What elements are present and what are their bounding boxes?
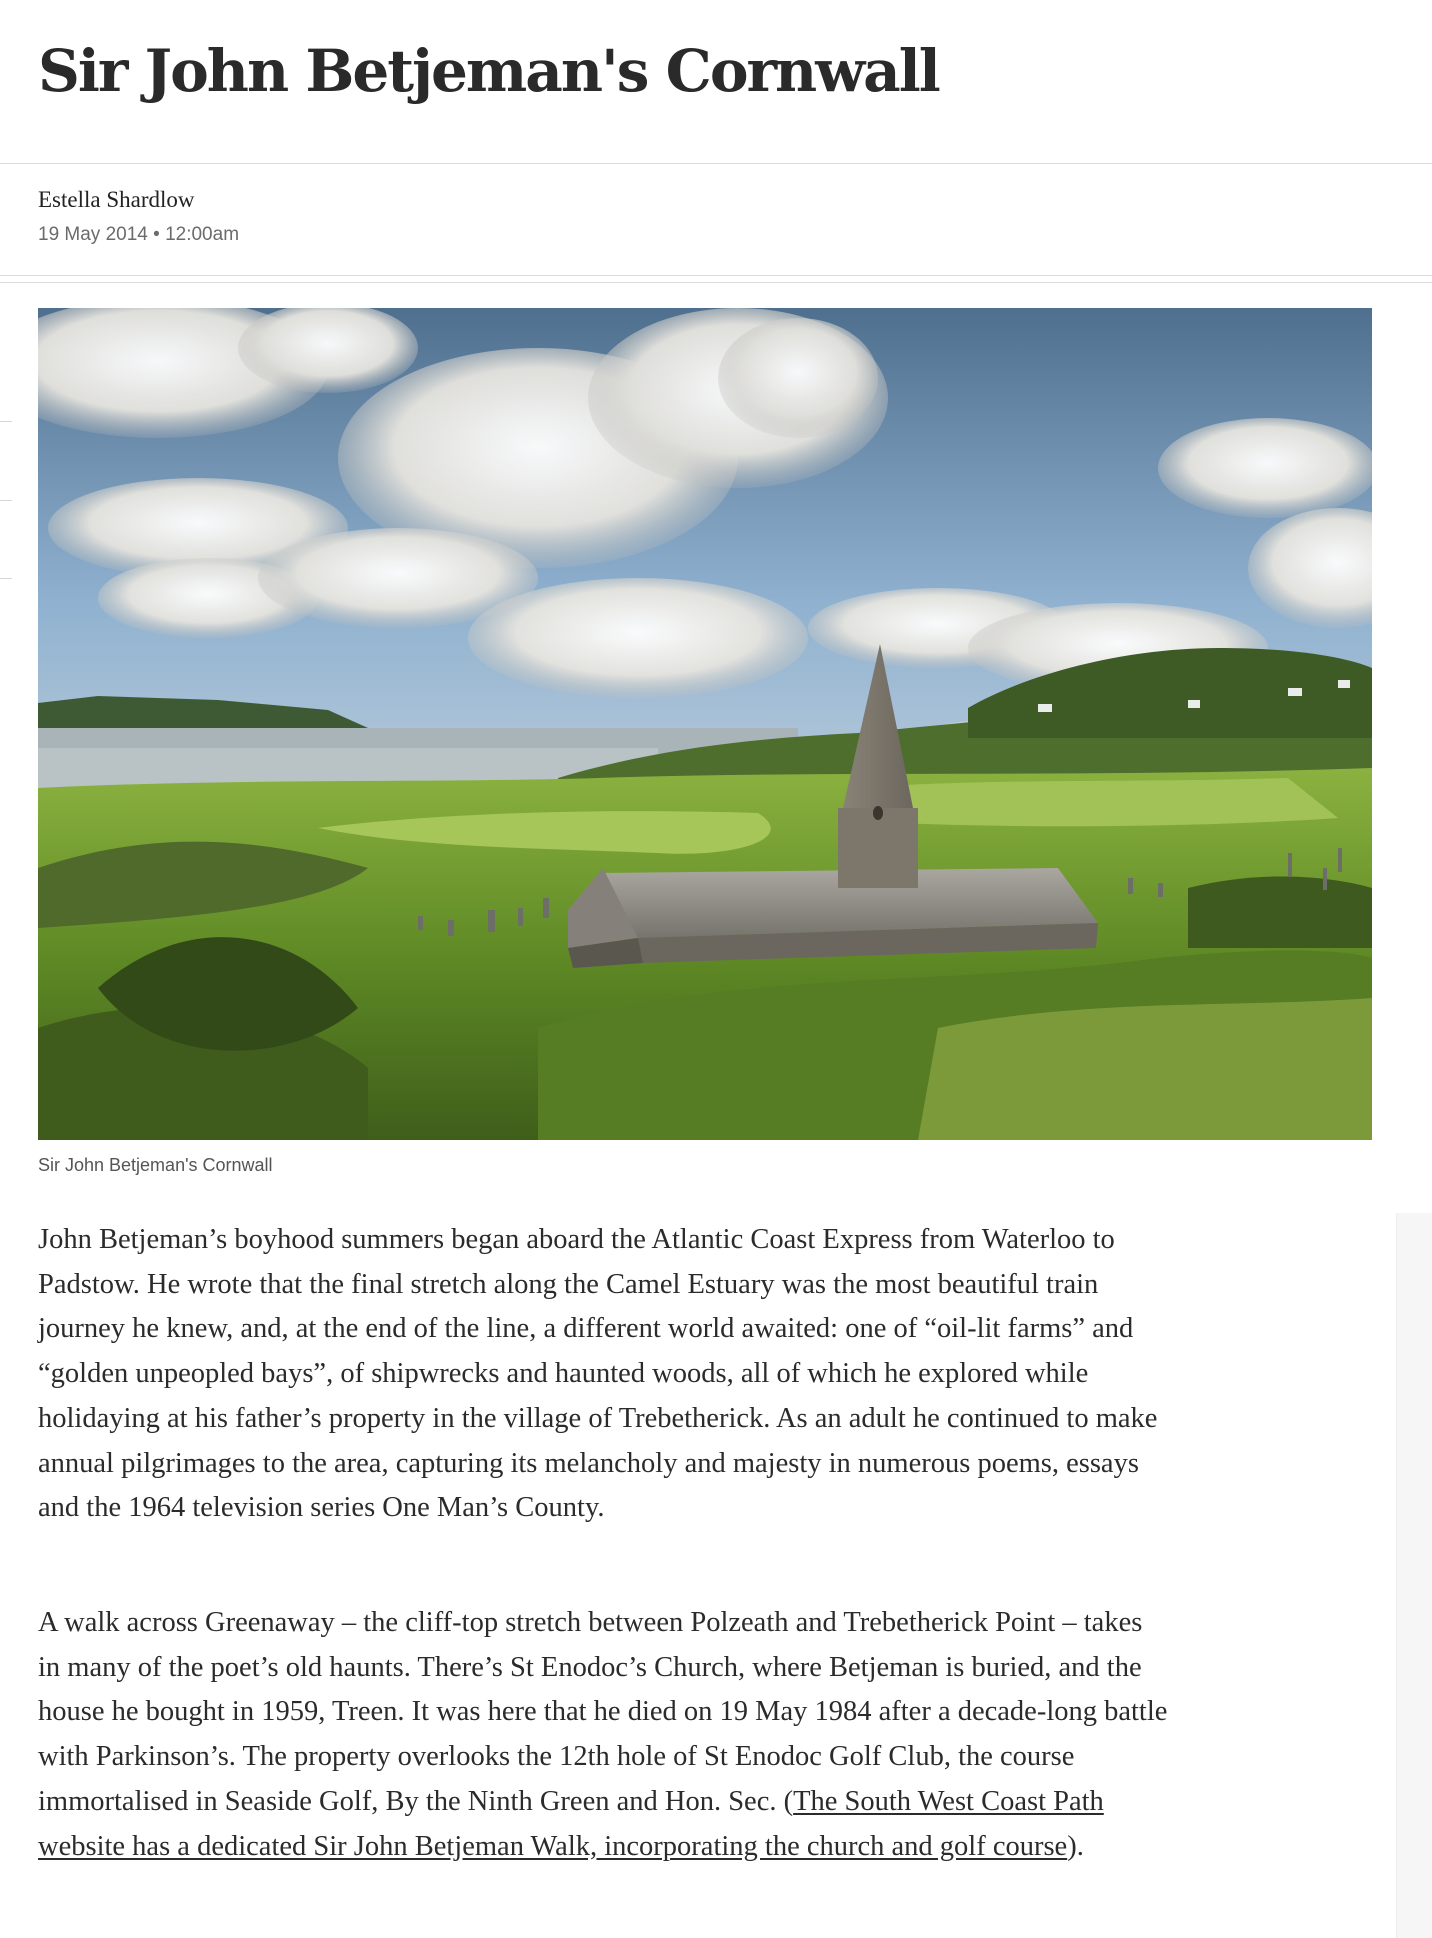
author-name[interactable]: Estella Shardlow <box>38 187 195 212</box>
publish-date-separator: • <box>153 224 160 245</box>
byline-divider-bottom <box>0 282 1432 283</box>
paragraph-text: A walk across Greenaway – the cliff-top stretch between Polzeath and Trebetherick Point – takes in many of the poet’s old haunts. There’s St Enodoc’s Church, where Betjeman is buried, and the house he bought in 1959, Treen. It was here that he died on 19 May 1984 after a decade-long battle with Parkinson’s. The property overlooks the 12th hole of St Enodoc Golf Club, the course immortalised in Seaside Golf, By the Ninth Green and Hon. Sec. ( <box>38 1607 1168 1817</box>
publish-date <box>38 224 239 246</box>
publish-time: 12:00am <box>165 224 240 245</box>
right-sidebar <box>1396 1213 1432 1938</box>
article-headline: Sir John Betjeman's Cornwall <box>38 37 939 105</box>
image-caption: Sir John Betjeman's Cornwall <box>38 1155 273 1175</box>
paragraph-text: ). <box>1067 1830 1084 1862</box>
article-paragraph: John Betjeman’s boyhood summers began aboard the Atlantic Coast Express from Waterloo to Padstow. He wrote that the final stretch along the Camel Estuary was the most beautiful train journey he knew, and, at the end of the line, a different world awaited: one of “oil-lit farms” and “golden unpeopled bays”, of shipwrecks and haunted woods, all of which he explored while holidaying at his father’s property in the village of Trebetherick. As an adult he continued to make annual pilgrimages to the area, capturing its melancholy and majesty in numerous poems, essays and the 1964 television series One Man’s County. <box>38 1224 1158 1524</box>
header-divider <box>0 163 1432 164</box>
edge-marker <box>0 500 12 501</box>
hero-image[interactable] <box>38 308 1372 1140</box>
publish-date-day: 19 May 2014 <box>38 224 148 245</box>
hero-illustration <box>38 308 1372 1140</box>
article-paragraph <box>38 1601 1168 1869</box>
byline-divider-top <box>0 275 1432 276</box>
edge-marker <box>0 421 12 422</box>
coast-path-walk-link[interactable]: The South West Coast Path website has a dedicated Sir John Betjeman Walk, incorporating the church and golf course <box>38 1785 1104 1862</box>
edge-marker <box>0 578 12 579</box>
